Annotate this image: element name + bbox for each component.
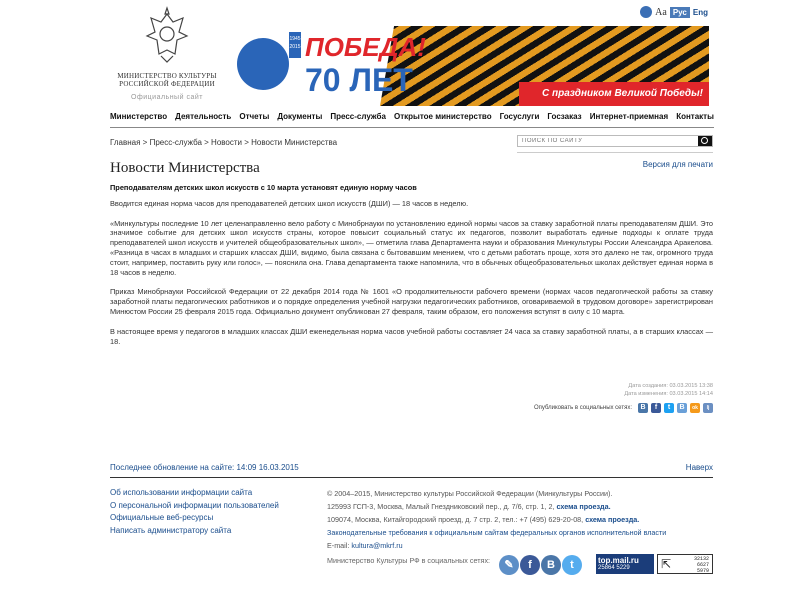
odnoklassniki-share-icon[interactable]: ok xyxy=(690,403,700,413)
email-line xyxy=(327,539,717,552)
livejournal-share-icon[interactable]: lj xyxy=(703,403,713,413)
nav-divider xyxy=(110,127,714,128)
directions-link-1[interactable]: схема проезда. xyxy=(556,502,611,511)
last-updated-text: Последнее обновление на сайте: 14:09 16.03.2015 xyxy=(110,463,299,472)
footer-link-write-admin[interactable]: Написать администратору сайта xyxy=(110,525,232,535)
share-label: Опубликовать в социальных сетях: xyxy=(533,405,632,411)
footer-divider xyxy=(110,477,713,478)
article-dates xyxy=(624,382,713,398)
back-to-top-link[interactable]: Наверх xyxy=(685,463,713,472)
dove-icon xyxy=(237,38,289,90)
footer-link-personal-data[interactable]: О персональной информации пользователей xyxy=(110,500,279,510)
ministry-logo[interactable] xyxy=(112,6,222,110)
nav-item-ministry[interactable]: Министерство xyxy=(110,112,168,121)
banner-pobeda-text: ПОБЕДА! xyxy=(305,32,426,62)
article-paragraph: Вводится единая норма часов для преподавателей детских школ искусств (ДШИ) — 18 часов в неделю. xyxy=(110,198,469,208)
lang-ru-button[interactable]: Рус xyxy=(670,7,690,18)
address-1 xyxy=(327,500,717,513)
breadcrumb[interactable]: Главная > Пресс-служба > Новости > Новости Министерства xyxy=(110,138,338,147)
site-search xyxy=(517,135,713,147)
banner-70-years-text: 70 ЛЕТ xyxy=(305,62,413,98)
font-size-toggle[interactable]: Aa xyxy=(655,6,667,18)
nav-item-press[interactable]: Пресс-служба xyxy=(330,112,386,121)
search-input[interactable] xyxy=(518,136,698,146)
footer-link-info-usage[interactable]: Об использовании информации сайта xyxy=(110,488,253,497)
blog-share-icon[interactable]: B xyxy=(677,403,687,413)
share-bar xyxy=(534,403,713,413)
nav-item-procurement[interactable]: Госзаказ xyxy=(547,112,582,121)
copyright: © 2004–2015, Министерство культуры Российской Федерации (Минкультуры России). xyxy=(327,489,613,498)
main-navigation xyxy=(110,112,714,126)
email-label: E-mail: xyxy=(327,541,350,550)
visit-counter[interactable] xyxy=(657,554,713,574)
nav-item-documents[interactable]: Документы xyxy=(277,112,323,121)
nav-item-open-ministry[interactable]: Открытое министерство xyxy=(393,112,492,121)
article-headline: Преподавателям детских школ искусств с 10 марта установят единую норму часов xyxy=(110,183,417,192)
arrow-icon: ⇱ xyxy=(661,557,672,571)
page-title: Новости Министерства xyxy=(110,160,260,176)
nav-item-reception[interactable]: Интернет-приемная xyxy=(589,112,669,121)
twitter-share-icon[interactable]: t xyxy=(664,403,674,413)
article-paragraph: В настоящее время у педагогов в младших классах ДШИ еженедельная норма часов учебной работы составляет 24 часа за ставку заработной платы, а в старших классах — 18. xyxy=(110,326,713,346)
print-version-link[interactable]: Версия для печати xyxy=(642,160,713,169)
livejournal-icon[interactable]: ✎ xyxy=(499,555,519,575)
address-2-text: 109074, Москва, Китайгородский проезд, д. 7 стр. 2, тел.: +7 (495) 629-20-08, xyxy=(327,515,584,524)
topmail-label: top.mail.ru xyxy=(598,556,639,565)
accessibility-eye-icon[interactable] xyxy=(640,6,652,18)
search-button[interactable] xyxy=(698,136,712,146)
created-date: Дата создания: 03.03.2015 13:38 xyxy=(628,383,713,389)
news-article xyxy=(110,183,713,356)
official-site-label: Официальный сайт xyxy=(131,94,203,101)
search-divider xyxy=(517,152,713,153)
language-switcher xyxy=(640,6,708,18)
footer-links xyxy=(110,487,279,537)
twitter-icon[interactable]: t xyxy=(562,555,582,575)
ministry-name-line1: МИНИСТЕРСТВО КУЛЬТУРЫ xyxy=(117,72,217,80)
nav-item-contacts[interactable]: Контакты xyxy=(676,112,714,121)
address-2 xyxy=(327,513,717,526)
ministry-name-line2: РОССИЙСКОЙ ФЕДЕРАЦИИ xyxy=(119,80,215,88)
banner-congrats-strip xyxy=(519,82,709,106)
facebook-share-icon[interactable]: f xyxy=(651,403,661,413)
topmail-counter[interactable] xyxy=(596,554,654,574)
article-paragraph: Приказ Минобрнауки Российской Федерации от 22 декабря 2014 года № 1601 «О продолжительности рабочего времени (нормах часов педагогической работы за ставку заработной платы педагогических работников и о порядке определения учебной нагрузки педагогических работников, оговариваемой в трудовом договоре» зарегистрирован Минюстом России 25 февраля 2015 года. Официально документ опубликован 27 февраля, таким образом, его положения вступят в силу с 10 марта. xyxy=(110,287,713,316)
coat-of-arms-icon xyxy=(137,6,197,66)
ministry-name xyxy=(112,72,222,88)
footer-info xyxy=(327,487,717,552)
victory-banner[interactable] xyxy=(237,26,709,106)
vk-share-icon[interactable]: B xyxy=(638,403,648,413)
facebook-icon[interactable]: f xyxy=(520,555,540,575)
modified-date: Дата изменения: 03.03.2015 14:14 xyxy=(624,391,713,397)
lang-en-link[interactable]: Eng xyxy=(692,7,708,17)
legal-requirements-link[interactable]: Законодательные требования к официальным сайтам федеральных органов исполнительной власти xyxy=(327,528,667,537)
footer-link-official-resources[interactable]: Официальные веб-ресурсы xyxy=(110,513,214,522)
directions-link-2[interactable]: схема проезда. xyxy=(585,515,640,524)
social-label: Министерство Культуры РФ в социальных сетях: xyxy=(327,556,491,565)
vk-icon[interactable]: B xyxy=(541,555,561,575)
nav-item-activity[interactable]: Деятельность xyxy=(175,112,232,121)
nav-item-reports[interactable]: Отчеты xyxy=(239,112,270,121)
article-paragraph: «Минкультуры последние 10 лет целенаправленно вело работу с Минобрнауки по установлению единой нормы часов за ставку заработной платы преподавателям ДШИ. Это значимое событие для детских школ искусств страны, которое повысит социальный статус их педагогов, позволит выработать единые подходы к оплате труда преподавателей школ искусств и учителей общеобразовательных школ», — отметила глава Департамента науки и образования Минкультуры России Александра Аракелова. «Разница в часах в младших и старших классах ДШИ, видимо, была связана с бытовавшим мнением, что с детьми работать проще, хотя это далеко не так, огромного труда стоит, например, поставить руку или голос», — пояснила она. Глава департамента также напомнила, что в обычных общеобразовательных школах действует единая норма в 18 часов в неделю. xyxy=(110,218,713,277)
nav-item-gov-services[interactable]: Госуслуги xyxy=(499,112,540,121)
banner-years: 1945 2015 xyxy=(289,32,301,58)
email-link[interactable]: kultura@mkrf.ru xyxy=(351,541,403,550)
address-1-text: 125993 ГСП-3, Москва, Малый Гнездниковский пер., д. 7/6, стр. 1, 2, xyxy=(327,502,555,511)
topmail-numbers: 25864 5229 xyxy=(598,565,630,571)
visit-counter-values: 32132 6627 5979 xyxy=(693,556,709,574)
banner-congrats-text: С праздником Великой Победы! xyxy=(542,88,703,99)
